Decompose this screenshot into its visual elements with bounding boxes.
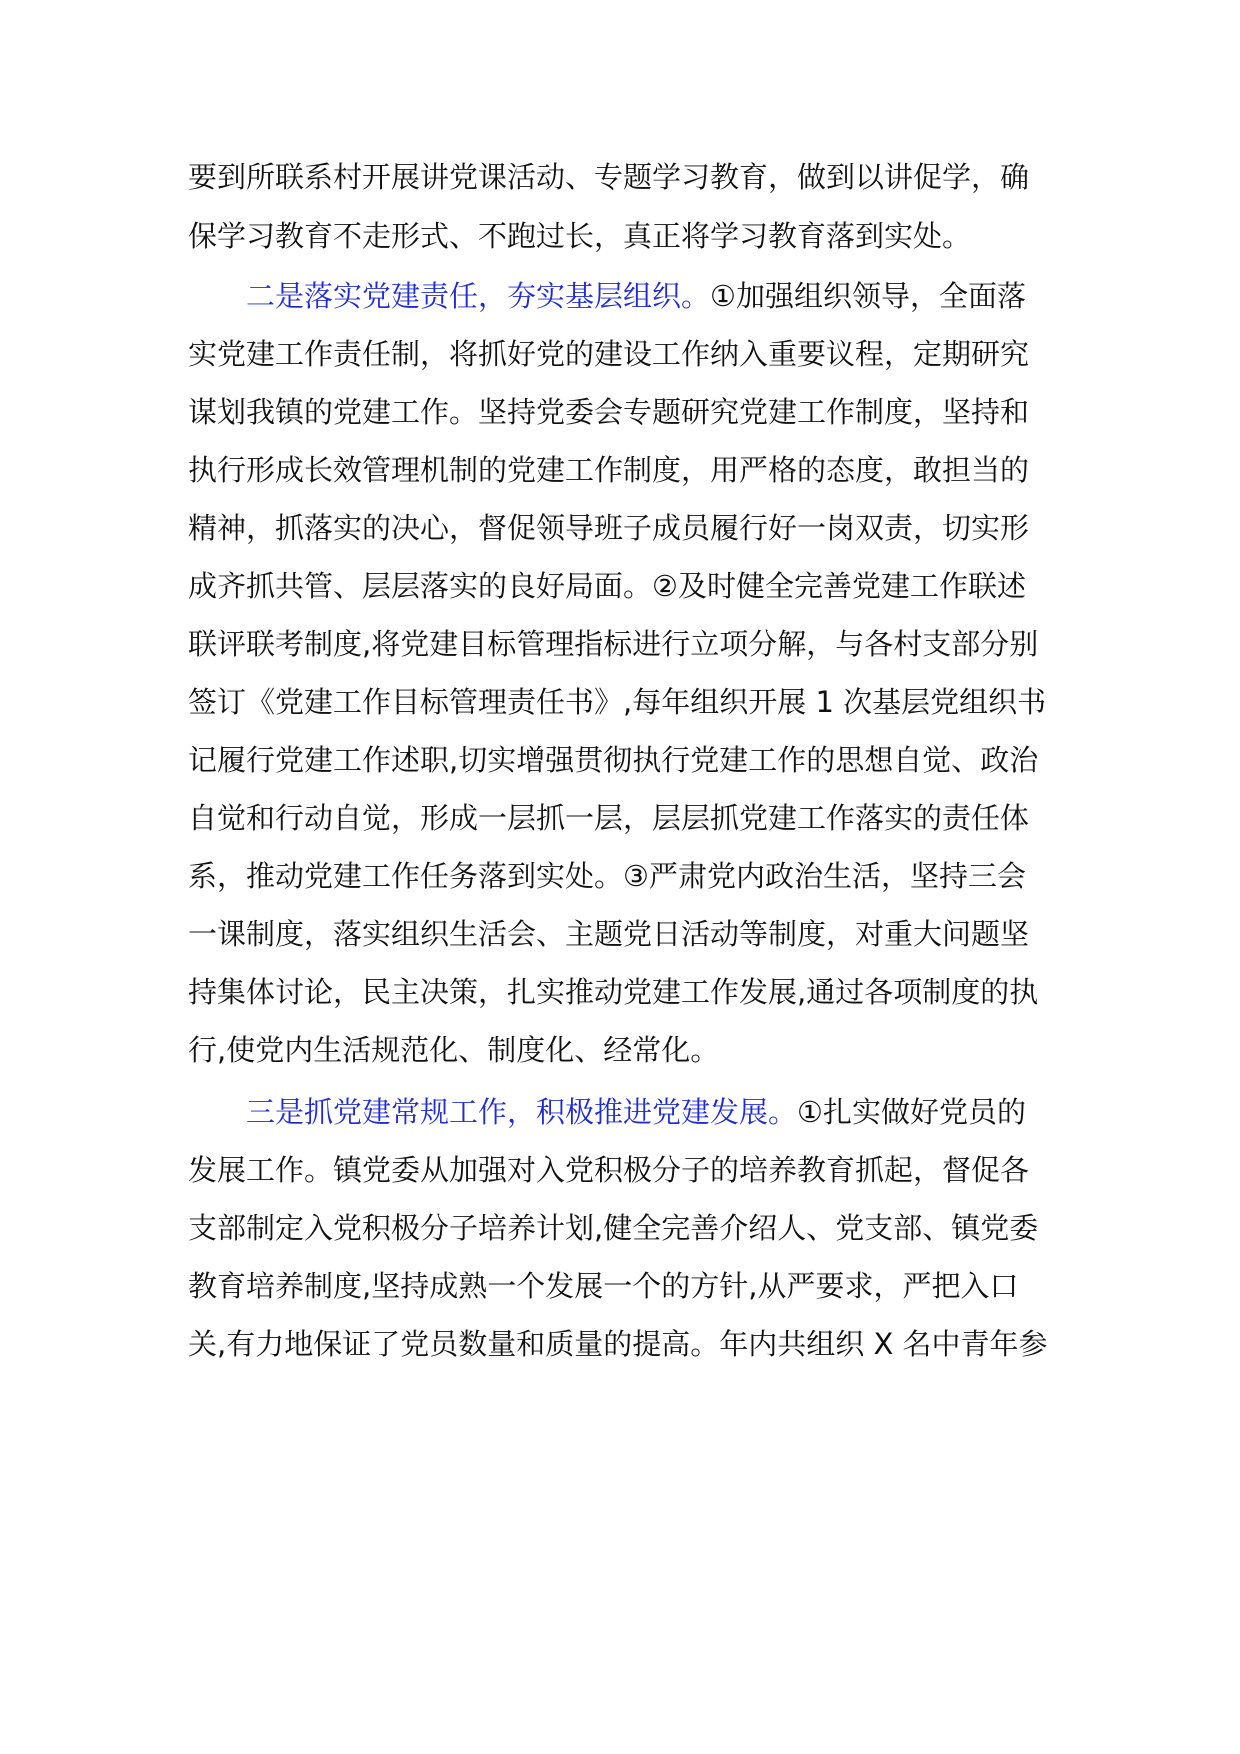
body-line-10: 签订《党建工作目标管理责任书》,每年组织开展 1 次基层党组织书: [188, 685, 1047, 719]
body-line-7: 精神，抓落实的决心，督促领导班子成员履行好一岗双责，切实形: [188, 511, 1030, 545]
body-line-11: 记履行党建工作述职,切实增强贯彻执行党建工作的思想自觉、政治: [188, 743, 1039, 777]
section-two-heading: 二是落实党建责任，夯实基层组织。: [246, 279, 711, 313]
body-line-4: 实党建工作责任制，将抓好党的建设工作纳入重要议程，定期研究: [188, 337, 1030, 371]
body-line-12: 自觉和行动自觉，形成一层抓一层，层层抓党建工作落实的责任体: [188, 801, 1030, 835]
body-line-6: 执行形成长效管理机制的党建工作制度，用严格的态度，敢担当的: [188, 453, 1030, 487]
section-three-first-text: ①扎实做好党员的: [797, 1095, 1027, 1129]
body-line-8: 成齐抓共管、层层落实的良好局面。②及时健全完善党建工作联述: [188, 569, 1026, 603]
body-line-14: 一课制度，落实组织生活会、主题党日活动等制度，对重大问题坚: [188, 917, 1030, 951]
section-two-first-line: [246, 276, 1058, 316]
section-two-first-text: ①加强组织领导，全面落: [710, 279, 1027, 313]
body-line-5: 谋划我镇的党建工作。坚持党委会专题研究党建工作制度，坚持和: [188, 395, 1030, 429]
body-line-20: 教育培养制度,坚持成熟一个发展一个的方针,从严要求，严把入口: [188, 1269, 1019, 1303]
body-line-9: 联评联考制度,将党建目标管理指标进行立项分解，与各村支部分别: [188, 627, 1039, 661]
body-line-16: 行,使党内生活规范化、制度化、经常化。: [188, 1033, 720, 1067]
section-three-first-line: [246, 1092, 1058, 1132]
body-line-21: 关,有力地保证了党员数量和质量的提高。年内共组织 X 名中青年参: [188, 1327, 1048, 1361]
body-line-19: 支部制定入党积极分子培养计划,健全完善介绍人、党支部、镇党委: [188, 1211, 1039, 1245]
body-line-2: 保学习教育不走形式、不跑过长，真正将学习教育落到实处。: [188, 219, 972, 253]
body-line-18: 发展工作。镇党委从加强对入党积极分子的培养教育抓起，督促各: [188, 1153, 1030, 1187]
body-line-15: 持集体讨论，民主决策，扎实推动党建工作发展,通过各项制度的执: [188, 975, 1039, 1009]
body-line-13: 系，推动党建工作任务落到实处。③严肃党内政治生活，坚持三会: [188, 859, 1026, 893]
body-line-1: 要到所联系村开展讲党课活动、专题学习教育，做到以讲促学，确: [188, 160, 1030, 194]
section-three-heading: 三是抓党建常规工作，积极推进党建发展。: [246, 1095, 798, 1129]
